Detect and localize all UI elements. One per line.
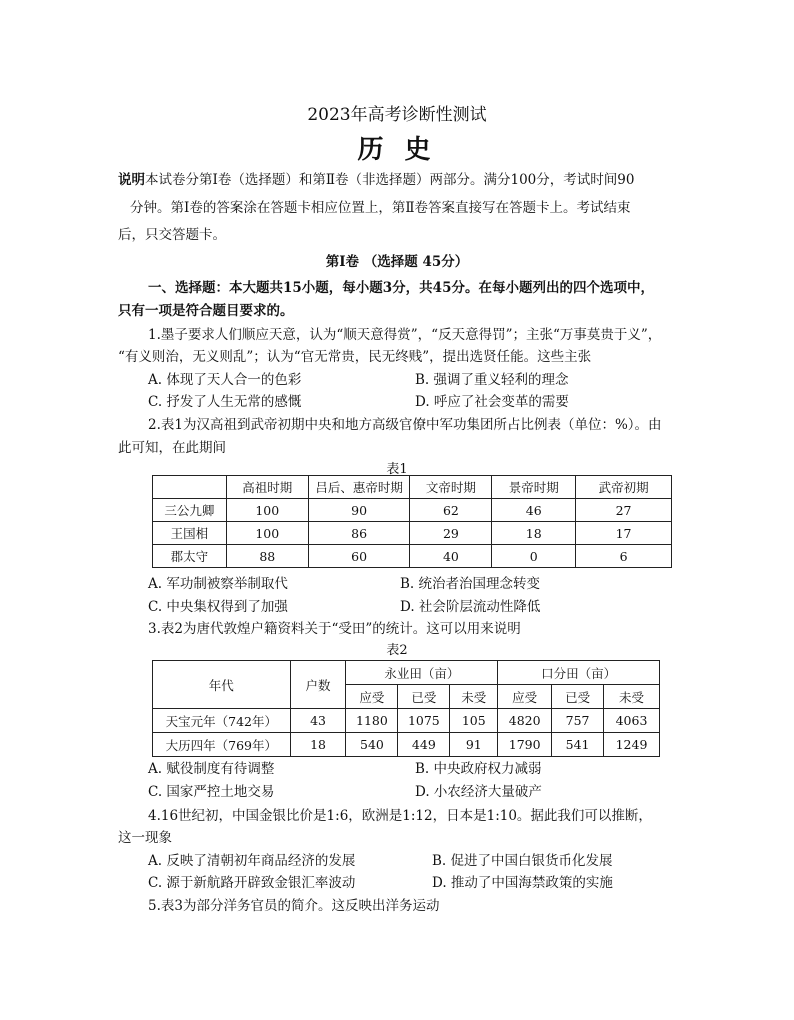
table-subheader: 未受 [450, 685, 498, 709]
q1-option-d: D. 呼应了社会变革的需要 [415, 394, 569, 410]
q2-option-b: B. 统治者治国理念转变 [400, 576, 541, 592]
table-cell: 0 [492, 545, 576, 568]
table-cell: 40 [410, 545, 492, 568]
subject-title: 历 史 [357, 135, 437, 165]
q5-stem-line1: 5.表3为部分洋务官员的简介。这反映出洋务运动 [148, 898, 440, 914]
table-header: 户数 [290, 661, 346, 709]
table-cell: 王国相 [153, 522, 227, 545]
q4-option-c: C. 源于新航路开辟致金银汇率波动 [148, 875, 356, 891]
q4-option-b: B. 促进了中国白银货币化发展 [432, 853, 613, 869]
table-header: 吕后、惠帝时期 [308, 476, 410, 499]
table-cell: 100 [226, 522, 308, 545]
table-header: 景帝时期 [492, 476, 576, 499]
table1-caption: 表1 [386, 462, 408, 477]
table-subheader: 未受 [604, 685, 660, 709]
table-cell: 541 [552, 733, 604, 757]
table-cell: 1075 [398, 709, 450, 733]
table1-header-row [153, 476, 672, 499]
table-cell: 天宝元年（742年） [153, 709, 291, 733]
table-header: 文帝时期 [410, 476, 492, 499]
table2 [152, 660, 660, 757]
q1-stem-line1: 1.墨子要求人们顺应天意，认为“顺天意得赏”，“反天意得罚”；主张“万事莫贵于义”， [148, 327, 662, 343]
table-subheader: 应受 [498, 685, 552, 709]
table-cell: 100 [226, 499, 308, 522]
table-header [153, 476, 227, 499]
table-cell: 郡太守 [153, 545, 227, 568]
instructions-text1: 本试卷分第Ⅰ卷（选择题）和第Ⅱ卷（非选择题）两部分。满分100分，考试时间90 [145, 172, 635, 188]
q3-option-b: B. 中央政府权力减弱 [415, 761, 542, 777]
table-cell: 86 [308, 522, 410, 545]
table2-header-row [153, 661, 660, 685]
table-header: 永业田（亩） [346, 661, 498, 685]
q2-stem-line2: 此可知，在此期间 [118, 440, 226, 456]
table-cell: 88 [226, 545, 308, 568]
table-cell: 4063 [604, 709, 660, 733]
table-cell: 1180 [346, 709, 398, 733]
table-subheader: 已受 [552, 685, 604, 709]
table-row [153, 522, 672, 545]
table-cell: 60 [308, 545, 410, 568]
q1-option-a: A. 体现了天人合一的色彩 [148, 372, 302, 388]
q1-stem-line2: “有义则治，无义则乱”；认为“官无常贵，民无终贱”，提出选贤任能。这些主张 [118, 349, 592, 365]
table-row [153, 733, 660, 757]
table-cell: 6 [576, 545, 672, 568]
q3-stem-line1: 3.表2为唐代敦煌户籍资料关于“受田”的统计。这可以用来说明 [148, 621, 521, 637]
instructions-label: 说明 [118, 172, 145, 188]
q2-option-a: A. 军功制被察举制取代 [148, 576, 288, 592]
q1-option-c: C. 抒发了人生无常的感慨 [148, 394, 302, 410]
table-cell: 1790 [498, 733, 552, 757]
table-cell: 90 [308, 499, 410, 522]
q3-option-d: D. 小农经济大量破产 [415, 784, 542, 800]
q1-option-b: B. 强调了重义轻利的理念 [415, 372, 569, 388]
table2-caption: 表2 [386, 643, 408, 658]
q3-option-a: A. 赋役制度有待调整 [148, 761, 275, 777]
section-intro-line2: 只有一项是符合题目要求的。 [118, 303, 294, 319]
table-header: 口分田（亩） [498, 661, 660, 685]
section-intro-line1: 一、选择题：本大题共15小题，每小题3分，共45分。在每小题列出的四个选项中， [148, 280, 654, 296]
table-subheader: 应受 [346, 685, 398, 709]
q4-option-d: D. 推动了中国海禁政策的实施 [432, 875, 613, 891]
q2-option-d: D. 社会阶层流动性降低 [400, 599, 541, 615]
exam-title: 2023年高考诊断性测试 [307, 105, 487, 125]
table-cell: 449 [398, 733, 450, 757]
table-cell: 三公九卿 [153, 499, 227, 522]
table-header: 高祖时期 [226, 476, 308, 499]
instructions-line2: 分钟。第Ⅰ卷的答案涂在答题卡相应位置上，第Ⅱ卷答案直接写在答题卡上。考试结束 [130, 200, 631, 216]
q4-option-a: A. 反映了清朝初年商品经济的发展 [148, 853, 356, 869]
section-heading: 第Ⅰ卷 （选择题 45分） [325, 254, 469, 270]
table-cell: 62 [410, 499, 492, 522]
table-cell: 27 [576, 499, 672, 522]
table-subheader: 已受 [398, 685, 450, 709]
table-cell: 46 [492, 499, 576, 522]
q2-option-c: C. 中央集权得到了加强 [148, 599, 288, 615]
table-cell: 540 [346, 733, 398, 757]
table-cell: 18 [492, 522, 576, 545]
q3-option-c: C. 国家严控土地交易 [148, 784, 275, 800]
instructions-line1 [118, 168, 634, 188]
table-row [153, 709, 660, 733]
table-cell: 91 [450, 733, 498, 757]
table-header: 武帝初期 [576, 476, 672, 499]
table-cell: 17 [576, 522, 672, 545]
table-row [153, 545, 672, 568]
instructions-line3: 后，只交答题卡。 [118, 227, 226, 243]
table-cell: 757 [552, 709, 604, 733]
table-cell: 29 [410, 522, 492, 545]
table-cell: 4820 [498, 709, 552, 733]
q4-stem-line1: 4.16世纪初，中国金银比价是1:6，欧洲是1:12，日本是1:10。据此我们可以推断， [148, 808, 652, 824]
table-row [153, 499, 672, 522]
table-header: 年代 [153, 661, 291, 709]
q4-stem-line2: 这一现象 [118, 830, 172, 846]
table-cell: 1249 [604, 733, 660, 757]
table-cell: 大历四年（769年） [153, 733, 291, 757]
q2-stem-line1: 2.表1为汉高祖到武帝初期中央和地方高级官僚中军功集团所占比例表（单位：%）。由 [148, 417, 662, 433]
table-cell: 18 [290, 733, 346, 757]
table1 [152, 475, 672, 568]
table-cell: 43 [290, 709, 346, 733]
table-cell: 105 [450, 709, 498, 733]
